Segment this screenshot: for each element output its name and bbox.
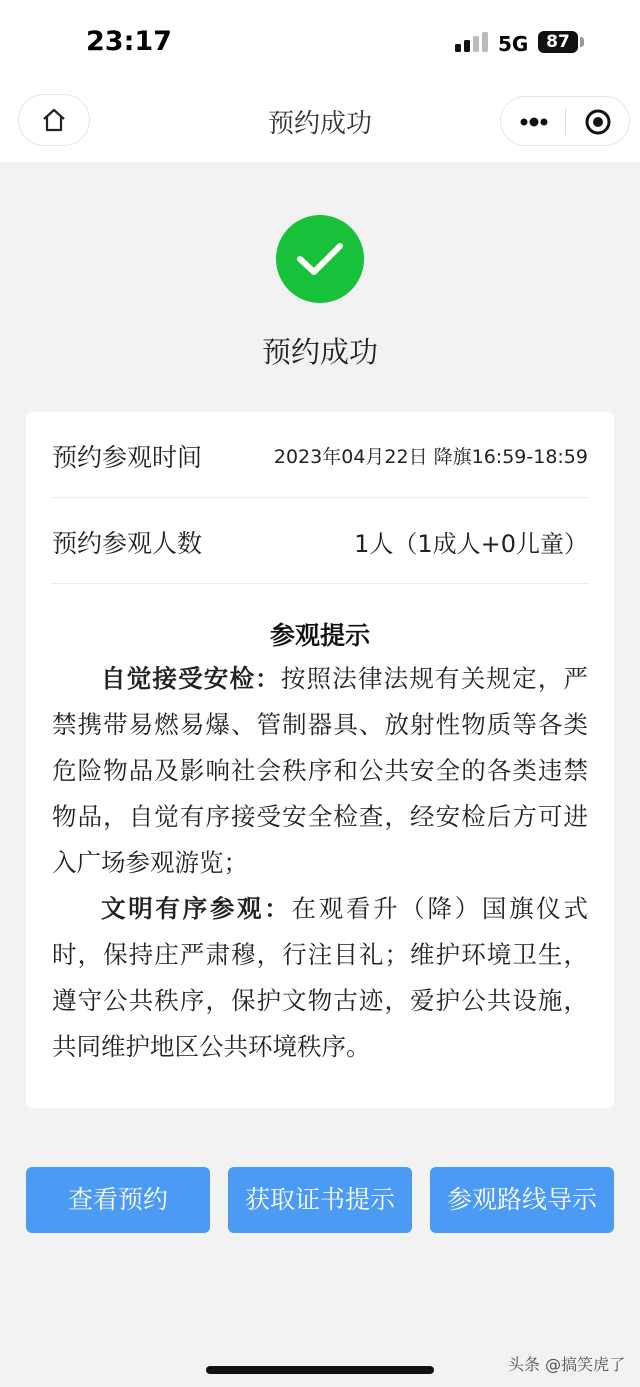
notice-heading: 自觉接受安检： [101,664,281,693]
notice-title: 参观提示 [269,621,370,650]
notice-body [52,656,588,1070]
network-type: 5G [498,32,529,56]
view-reservation-button[interactable]: 查看预约 [26,1167,210,1233]
close-target-icon[interactable] [584,108,612,136]
nav-bar [0,86,640,162]
notice-text: 在观看升（降）国旗仪式时，保持庄严肃穆，行注目礼；维护环境卫生，遵守公共秩序，保护文物古迹，爱护公共设施，共同维护地区公共环境秩序。 [52,894,589,1061]
battery-icon: 87 [538,31,578,53]
capsule-divider [565,109,566,135]
route-guide-button[interactable]: 参观路线导示 [430,1167,614,1233]
home-indicator [206,1366,434,1374]
reservation-card [26,412,614,1108]
success-check-icon [276,215,364,303]
page-title: 预约成功 [267,109,372,139]
status-bar [0,0,640,86]
battery-cap [580,37,584,47]
check-icon [295,239,345,279]
visitor-count-value: 1人（1成人+0儿童） [354,530,588,558]
signal-icon [455,32,489,54]
notice-item-security [52,656,588,886]
row-visitor-count [52,498,588,584]
mini-program-capsule [500,96,630,146]
watermark: 头条 @搞笑虎了 [508,1355,626,1374]
status-time: 23:17 [86,26,172,57]
more-icon[interactable] [519,110,549,134]
success-message: 预约成功 [261,335,378,369]
get-certificate-button[interactable]: 获取证书提示 [228,1167,412,1233]
visit-time-label: 预约参观时间 [52,443,203,472]
visitor-count-label: 预约参观人数 [52,529,203,558]
notice-item-conduct [52,886,588,1070]
row-visit-time [52,412,588,498]
visit-time-value: 2023年04月22日 降旗16:59-18:59 [273,446,588,468]
notice-heading: 文明有序参观： [101,894,292,923]
notice-text: 按照法律法规有关规定，严禁携带易燃易爆、管制器具、放射性物质等各类危险物品及影响社会秩序和公共安全的各类违禁物品，自觉有序接受安全检查，经安检后方可进入广场参观游览； [52,664,589,877]
